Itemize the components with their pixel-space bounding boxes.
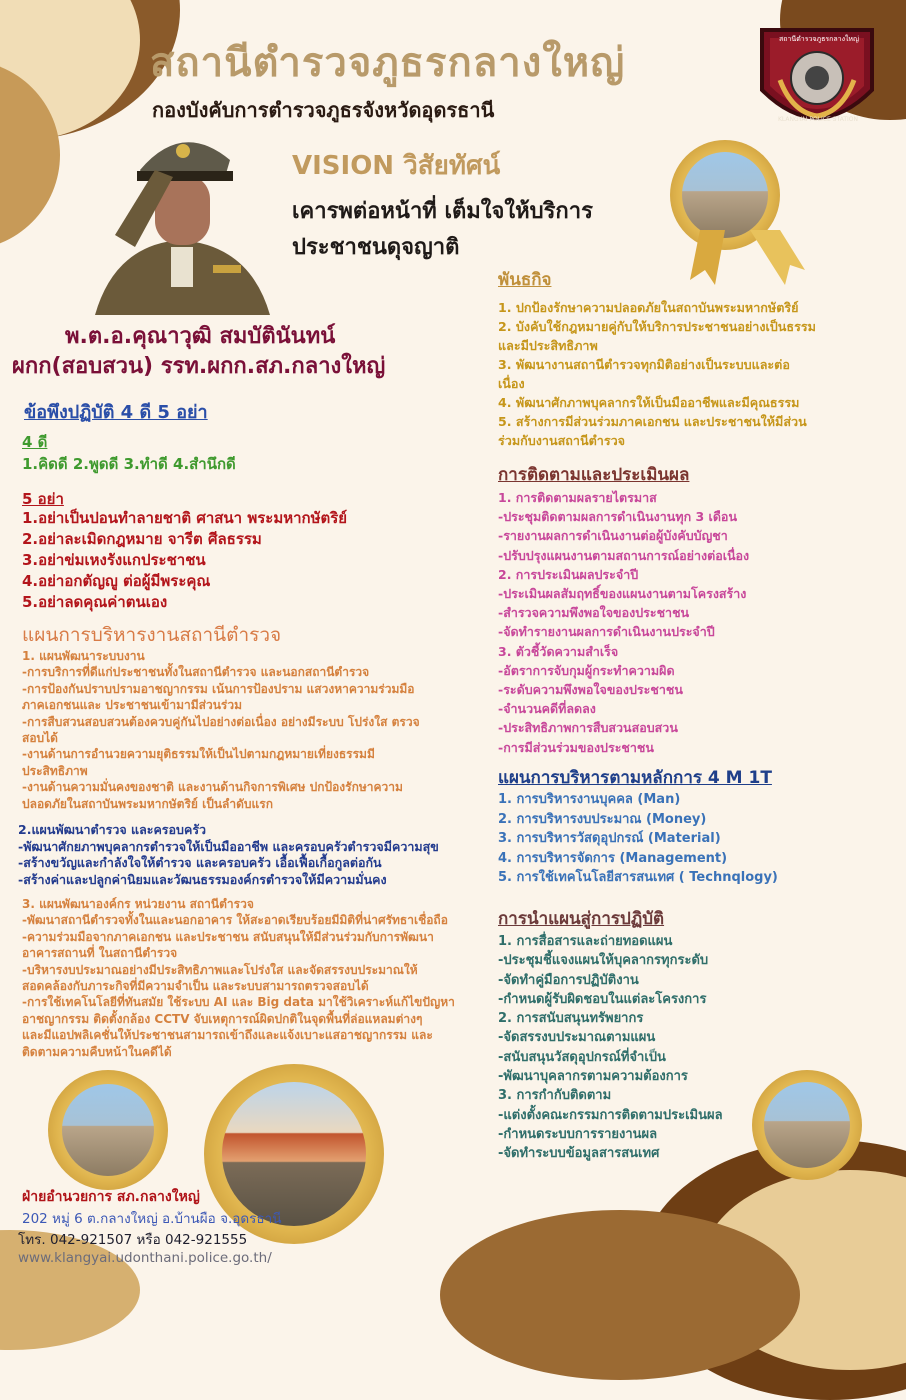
plan-line: 3. แผนพัฒนาองค์กร หน่วยงาน สถานีตำรวจ: [22, 897, 254, 911]
mission-line: 5. สร้างการมีส่วนร่วมภาคเอกชน และประชาชนให้มีส่วน: [498, 414, 807, 429]
plan-line: -การใช้เทคโนโลยีที่ทันสมัย ใช้ระบบ AI และ Big data มาใช้วิเคราะห์แก้ไขปัญหา: [22, 995, 455, 1010]
monitoring-line: -ประสิทธิภาพการสืบสวนสอบสวน: [498, 720, 678, 736]
plan-line: -พัฒนาสถานีตำรวจทั้งในและนอกอาคาร ให้สะอาดเรียบร้อยมีมิติที่น่าศรัทธาเชื่อถือ: [22, 913, 448, 928]
implementation-line: -ประชุมชี้แจงแผนให้บุคลากรทุกระดับ: [498, 953, 709, 969]
implementation-line: 2. การสนับสนุนทรัพยากร: [498, 1011, 644, 1027]
badge-top-text: สถานีตำรวจภูธรกลางใหญ่: [778, 35, 859, 43]
plan-line: 1. แผนพัฒนาระบบงาน: [22, 649, 145, 663]
plan-line: -งานด้านความมั่นคงของชาติ และงานด้านกิจการพิเศษ ปกป้องรักษาความ: [22, 780, 403, 795]
footer-phone: โทร. 042-921507 หรือ 042-921555: [18, 1232, 248, 1248]
plan-line: -บริหารงบประมาณอย่างมีประสิทธิภาพและโปร่งใส และจัดสรรงบประมาณให้: [22, 962, 418, 977]
medal-photo-bottom-left: [48, 1070, 168, 1190]
monitoring-line: -ประชุมติดตามผลการดำเนินงานทุก 3 เดือน: [498, 509, 737, 525]
officer-position: ผกก(สอบสวน) รรท.ผกก.สภ.กลางใหญ่: [12, 354, 386, 379]
implementation-line: -แต่งตั้งคณะกรรมการติดตามประเมินผล: [498, 1107, 723, 1123]
five-dont-item: 5.อย่าลดคุณค่าตนเอง: [22, 593, 168, 611]
mission-list: [498, 298, 878, 450]
medal-photo-bottom-right: [752, 1070, 862, 1180]
monitoring-heading: การติดตามและประเมินผล: [498, 465, 690, 485]
monitoring-line: 3. ตัวชี้วัดความสำเร็จ: [498, 643, 619, 659]
four-m-line: 5. การใช้เทคโนโลยีสารสนเทศ ( Technqlogy): [498, 870, 778, 885]
monitoring-line: 2. การประเมินผลประจำปี: [498, 566, 639, 582]
plan-line: ภาคเอกชนและ ประชาชนเข้ามามีส่วนร่วม: [22, 698, 243, 713]
monitoring-list: [498, 488, 878, 757]
monitoring-line: -อัตราการจับกุมผู้กระทำความผิด: [498, 662, 675, 678]
four-good-items: 1.คิดดี 2.พูดดี 3.ทำดี 4.สำนึกดี: [22, 455, 236, 473]
plan-line: สอดคล้องกับภาระกิจที่มีความจำเป็น และระบบสามารถตรวจสอบได้: [22, 979, 369, 994]
implementation-line: -กำหนดระบบการรายงานผล: [498, 1126, 658, 1142]
plan-line: และมีแอปพลิเคชั่นให้ประชาชนสามารถเข้าถึงและแจ้งเบาะแสอาชญากรรม และ: [22, 1028, 433, 1043]
plan-line: -การบริการที่ดีแก่ประชาชนทั้งในสถานีตำรวจ และนอกสถานีตำรวจ: [22, 665, 370, 680]
badge-bottom-text: KLANGYAI POLICE STATION: [778, 116, 858, 123]
mission-line: เนื่อง: [498, 376, 525, 391]
page-title: สถานีตำรวจภูธรกลางใหญ่: [150, 40, 626, 86]
officer-photo: [85, 115, 280, 315]
vision-line-1: เคารพต่อหน้าที่ เต็มใจให้บริการ: [292, 199, 593, 224]
implementation-line: 3. การกำกับติดตาม: [498, 1088, 612, 1104]
monitoring-line: -การมีส่วนร่วมของประชาชน: [498, 739, 654, 755]
mission-heading: พันธกิจ: [498, 270, 552, 290]
plan-line: ปลอดภัยในสถาบันพระมหากษัตริย์ เป็นลำดับแรก: [22, 796, 273, 811]
four-good-heading: 4 ดี: [22, 433, 48, 451]
implementation-line: 1. การสื่อสารและถ่ายทอดแผน: [498, 934, 673, 949]
plan-line: 2.แผนพัฒนาตำรวจ และครอบครัว: [18, 822, 207, 837]
five-dont-list: [22, 508, 347, 613]
mission-line: 3. พัฒนางานสถานีตำรวจทุกมิติอย่างเป็นระบบและต่อ: [498, 357, 790, 372]
footer-department: ฝ่ายอำนวยการ สภ.กลางใหญ่: [22, 1189, 200, 1205]
plan-line: -ความร่วมมือจากภาคเอกชน และประชาชน สนับสนุนให้มีส่วนร่วมกับการพัฒนา: [22, 929, 434, 944]
code-of-conduct-title: ข้อพึงปฏิบัติ 4 ดี 5 อย่า: [24, 402, 208, 423]
footer-website-link[interactable]: www.klangyai.udonthani.police.go.th/: [18, 1250, 272, 1266]
decor-wave-bottom-mid: [440, 1210, 800, 1380]
police-badge-logo: [752, 20, 882, 140]
plan-line: -สร้างค่าและปลูกค่านิยมและวัฒนธรรมองค์กรตำรวจให้มีความมั่นคง: [18, 871, 387, 887]
plan-line: ติดตามความคืบหน้าในคดีได้: [22, 1044, 172, 1059]
five-dont-item: 3.อย่าข่มเหงรังแกประชาชน: [22, 551, 206, 569]
implementation-line: -สนับสนุนวัสดุอุปกรณ์ที่จำเป็น: [498, 1049, 666, 1065]
vision-line-2: ประชาชนดุจญาติ: [292, 235, 460, 260]
plan-line: สอบได้: [22, 731, 58, 746]
mission-line: และมีประสิทธิภาพ: [498, 338, 598, 353]
plan-line: ประสิทธิภาพ: [22, 763, 88, 778]
plan-line: -การป้องกันปราบปรามอาชญากรรม เน้นการป้องปราม แสวงหาความร่วมมือ: [22, 681, 415, 696]
implementation-line: -จัดสรรงบประมาณตามแผน: [498, 1030, 656, 1046]
implementation-heading: การนำแผนสู่การปฏิบัติ: [498, 909, 665, 929]
implementation-line: -กำหนดผู้รับผิดชอบในแต่ละโครงการ: [498, 991, 707, 1007]
monitoring-line: -รายงานผลการดำเนินงานต่อผู้บังคับบัญชา: [498, 528, 728, 544]
admin-plan-heading: แผนการบริหารงานสถานีตำรวจ: [22, 624, 282, 646]
plan-line: -การสืบสวนสอบสวนต้องควบคู่กันไปอย่างต่อเนื่อง อย่างมีระบบ โปร่งใส ตรวจ: [22, 714, 420, 729]
four-m-line: 3. การบริหารวัสดุอุปกรณ์ (Material): [498, 831, 721, 846]
vision-heading: VISION วิสัยทัศน์: [292, 151, 501, 181]
five-dont-item: 2.อย่าละเมิดกฎหมาย จารีต ศีลธรรม: [22, 530, 262, 548]
implementation-line: -จัดทำระบบข้อมูลสารสนเทศ: [498, 1146, 660, 1162]
four-m-line: 2. การบริหารงบประมาณ (Money): [498, 811, 707, 827]
monitoring-line: -ประเมินผลสัมฤทธิ์ของแผนงานตามโครงสร้าง: [498, 586, 747, 602]
monitoring-line: -จำนวนคดีที่ลดลง: [498, 701, 596, 717]
admin-plan-part-1: [22, 648, 462, 812]
five-dont-heading: 5 อย่า: [22, 490, 64, 508]
monitoring-line: -ปรับปรุงแผนงานตามสถานการณ์อย่างต่อเนื่อง: [498, 547, 750, 563]
page-subtitle: กองบังคับการตำรวจภูธรจังหวัดอุดรธานี: [152, 98, 495, 122]
monitoring-line: -สำรวจความพึงพอใจของประชาชน: [498, 605, 690, 621]
four-m-line: 4. การบริหารจัดการ (Management): [498, 850, 728, 866]
four-m-list: [498, 790, 878, 888]
officer-name: พ.ต.อ.คุณาวุฒิ สมบัตินันทน์: [65, 324, 336, 349]
five-dont-item: 1.อย่าเป็นปอนทำลายชาติ ศาสนา พระมหากษัตริย์: [22, 509, 348, 527]
mission-line: 2. บังคับใช้กฎหมายคู่กับให้บริการประชาชนอย่างเป็นธรรม: [498, 319, 816, 334]
four-m-heading: แผนการบริหารตามหลักการ 4 M 1T: [498, 768, 772, 788]
implementation-line: -พัฒนาบุคลากรตามความต้องการ: [498, 1069, 688, 1085]
plan-line: อาคารสถานที่ ในสถานีตำรวจ: [22, 946, 178, 961]
mission-line: ร่วมกับงานสถานีตำรวจ: [498, 433, 626, 448]
admin-plan-part-2: [18, 822, 468, 888]
monitoring-line: -จัดทำรายงานผลการดำเนินงานประจำปี: [498, 624, 715, 640]
monitoring-line: -ระดับความพึงพอใจของประชาชน: [498, 682, 683, 698]
admin-plan-part-3: [22, 896, 472, 1060]
monitoring-line: 1. การติดตามผลรายไตรมาส: [498, 490, 657, 505]
mission-line: 4. พัฒนาศักภาพบุคลากรให้เป็นมืออาชีพและมีคุณธรรม: [498, 395, 800, 410]
five-dont-item: 4.อย่าอกตัญญู ต่อผู้มีพระคุณ: [22, 572, 211, 590]
mission-line: 1. ปกป้องรักษาความปลอดภัยในสถาบันพระมหากษัตริย์: [498, 300, 799, 315]
implementation-line: -จัดทำคู่มือการปฏิบัติงาน: [498, 972, 639, 988]
medal-ribbon-icon: [690, 230, 810, 294]
plan-line: -สร้างขวัญและกำลังใจให้ตำรวจ และครอบครัว เอื้อเฟื้อเกื้อกูลต่อกัน: [18, 855, 382, 870]
footer-address: 202 หมู่ 6 ต.กลางใหญ่ อ.บ้านผือ จ.อุดรธานี: [22, 1211, 282, 1227]
four-m-line: 1. การบริหารงานบุคคล (Man): [498, 792, 681, 807]
plan-line: อาชญากรรม ติดตั้งกล้อง CCTV จับเหตุการณ์ผิดปกติในจุดพื้นที่ล่อแหลมต่างๆ: [22, 1011, 423, 1026]
plan-line: -งานด้านการอำนวยความยุติธรรมให้เป็นไปตามกฎหมายเที่ยงธรรมมี: [22, 747, 375, 762]
plan-line: -พัฒนาศักยภาพบุคลากรตำรวจให้เป็นมืออาชีพ และครอบครัวตำรวจมีความสุข: [18, 838, 439, 854]
